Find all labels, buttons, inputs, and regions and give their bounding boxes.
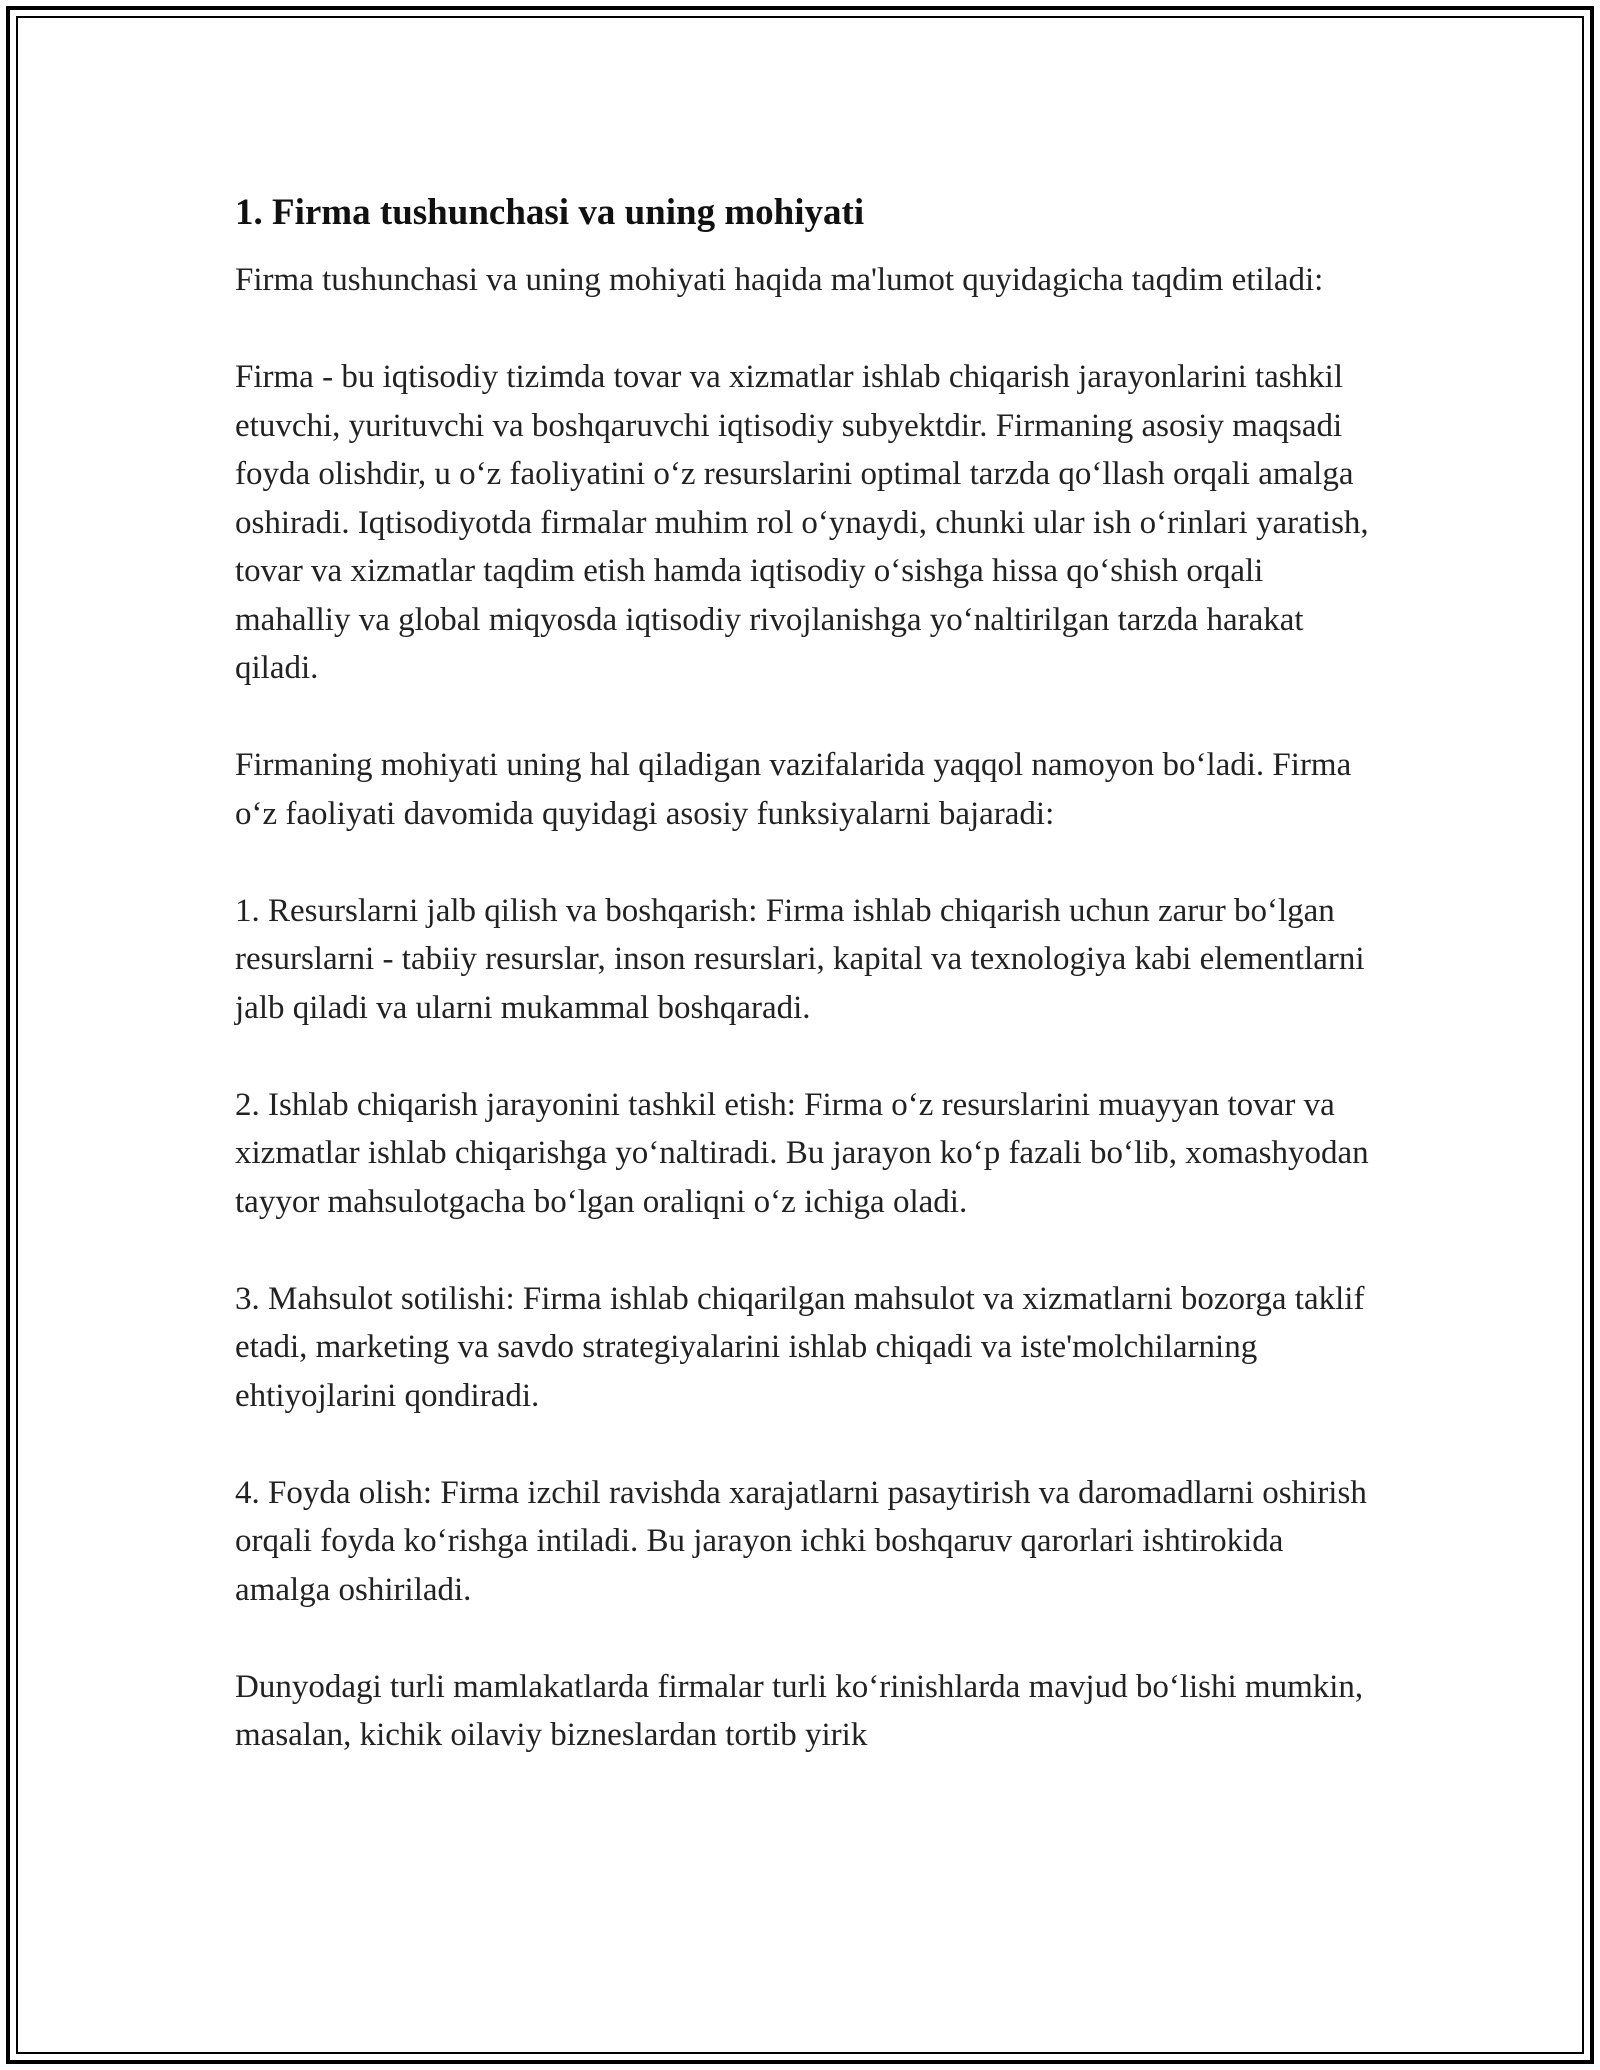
function-item-1: 1. Resurslarni jalb qilish va boshqarish: Firma ishlab chiqarish uchun zarur bo‘lgan resurslarni - tabiiy resurslar, inson resurslari, kapital va texnologiya kabi elementlarni jalb qiladi va ularni mukammal boshqaradi. <box>235 892 1365 1026</box>
intro-paragraph: Firma tushunchasi va uning mohiyati haqida ma'lumot quyidagicha taqdim etiladi: <box>235 262 1324 298</box>
function-item-3: 3. Mahsulot sotilishi: Firma ishlab chiqarilgan mahsulot va xizmatlarni bozorga taklif etadi, marketing va savdo strategiyalarini ishlab chiqadi va iste'molchilarning ehtiyojlarini qondiradi. <box>235 1280 1365 1414</box>
essence-paragraph: Firmaning mohiyati uning hal qiladigan vazifalarida yaqqol namoyon bo‘ladi. Firma o‘z faoliyati davomida quyidagi asosiy funksiyalarni bajaradi: <box>235 747 1352 832</box>
definition-paragraph: Firma - bu iqtisodiy tizimda tovar va xizmatlar ishlab chiqarish jarayonlarini tashkil etuvchi, yurituvchi va boshqaruvchi iqtisodiy subyektdir. Firmaning asosiy maqsadi foyda olishdir, u o‘z faoliyatini o‘z resurslarini optimal tarzda qo‘llash orqali amalga oshiradi. Iqtisodiyotda firmalar muhim rol o‘ynaydi, chunki ular ish o‘rinlari yaratish, tovar va xizmatlar taqdim etish hamda iqtisodiy o‘sishga hissa qo‘shish orqali mahalliy va global miqyosda iqtisodiy rivojlanishga yo‘naltirilgan tarzda harakat qiladi. <box>235 359 1369 686</box>
function-item-4: 4. Foyda olish: Firma izchil ravishda xarajatlarni pasaytirish va daromadlarni oshirish orqali foyda ko‘rishga intiladi. Bu jarayon ichki boshqaruv qarorlari ishtirokida amalga oshiriladi. <box>235 1474 1367 1608</box>
closing-paragraph: Dunyodagi turli mamlakatlarda firmalar turli ko‘rinishlarda mavjud bo‘lishi mumkin, masalan, kichik oilaviy bizneslardan tortib yirik <box>235 1668 1364 1753</box>
document-body <box>235 186 1375 1808</box>
function-item-2: 2. Ishlab chiqarish jarayonini tashkil etish: Firma o‘z resurslarini muayyan tovar va xizmatlar ishlab chiqarishga yo‘naltiradi. Bu jarayon ko‘p fazali bo‘lib, xomashyodan tayyor mahsulotgacha bo‘lgan oraliqni o‘z ichiga oladi. <box>235 1086 1369 1220</box>
section-heading: 1. Firma tushunchasi va uning mohiyati <box>235 192 865 233</box>
